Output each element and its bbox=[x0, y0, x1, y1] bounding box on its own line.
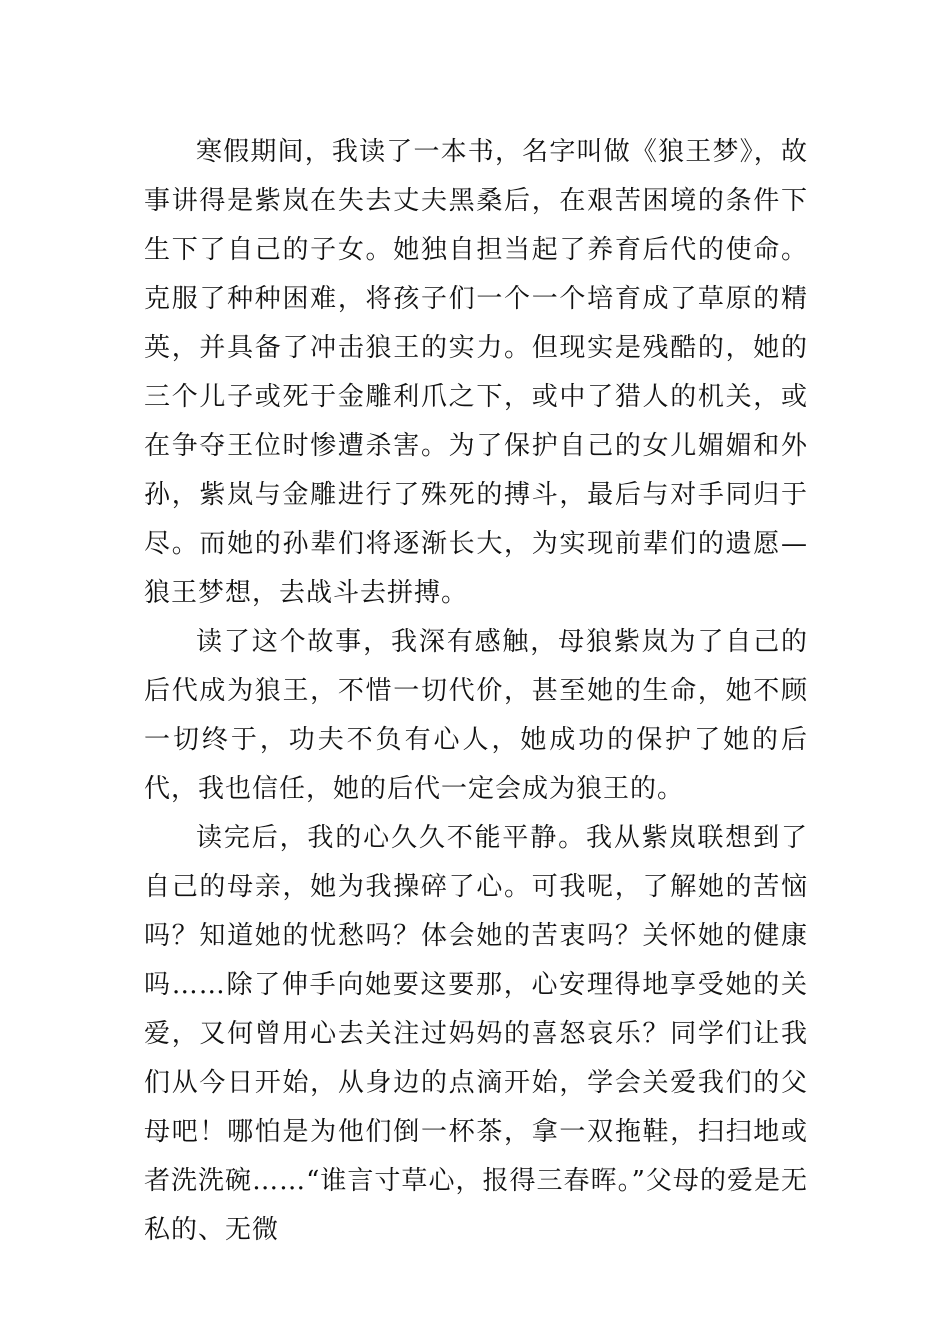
paragraph-2: 读了这个故事，我深有感触，母狼紫岚为了自己的后代成为狼王，不惜一切代价，甚至她的生命，她不顾一切终于，功夫不负有心人，她成功的保护了她的后代，我也信任，她的后代一定会成为狼王的。 bbox=[144, 627, 808, 804]
paragraph-3: 读完后，我的心久久不能平静。我从紫岚联想到了自己的母亲，她为我操碎了心。可我呢，了解她的苦恼吗？知道她的忧愁吗？体会她的苦衷吗？关怀她的健康吗……除了伸手向她要这要那，心安理得地享受她的关爱，又何曾用心去关注过妈妈的喜怒哀乐？同学们让我们从今日开始，从身边的点滴开始，学会关爱我们的父母吧！哪怕是为他们倒一杯茶，拿一双拖鞋，扫扫地或者洗洗碗……“谁言寸草心，报得三春晖。”父母的爱是无私的、无微 bbox=[144, 823, 808, 1245]
document-page bbox=[144, 128, 808, 1255]
paragraph-1: 寒假期间，我读了一本书，名字叫做《狼王梦》，故事讲得是紫岚在失去丈夫黑桑后，在艰苦困境的条件下生下了自己的子女。她独自担当起了养育后代的使命。克服了种种困难，将孩子们一个一个培育成了草原的精英，并具备了冲击狼王的实力。但现实是残酷的，她的三个儿子或死于金雕利爪之下，或中了猎人的机关，或在争夺王位时惨遭杀害。为了保护自己的女儿媚媚和外孙，紫岚与金雕进行了殊死的搏斗，最后与对手同归于尽。而她的孙辈们将逐渐长大，为实现前辈们的遗愿—狼王梦想，去战斗去拼搏。 bbox=[144, 137, 808, 608]
